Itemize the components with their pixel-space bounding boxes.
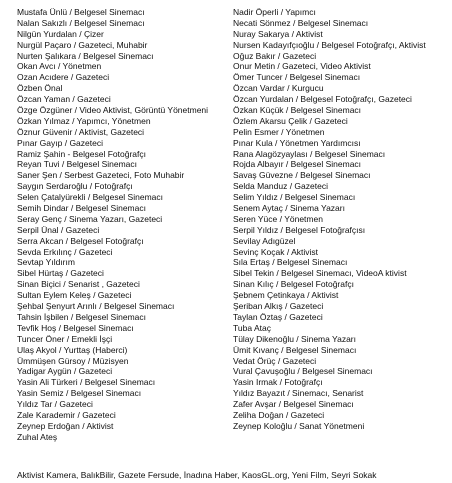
signatory-entry: Şehbal Şenyurt Arınlı / Belgesel Sinemacı	[17, 301, 175, 312]
signatory-entry: Özben Önal	[17, 83, 63, 94]
signatory-entry: Özcan Vardar / Kurgucu	[233, 83, 324, 94]
signatory-entry: Pınar Gayıp / Gazeteci	[17, 137, 103, 148]
signatory-entry: Yasin Semiz / Belgesel Sinemacı	[17, 388, 142, 399]
signatory-entry: Tuncer Öner / Emekli İşçi	[17, 333, 113, 344]
signatory-entry: Nilgün Yurdalan / Çizer	[17, 28, 104, 39]
signatory-entry: Sibel Tekin / Belgesel Sinemacı, VideoA ktivist	[233, 268, 407, 279]
signatory-entry: Nurten Şalıkara / Belgesel Sinemacı	[17, 50, 154, 61]
signatory-entry: Sinan Kılıç / Belgesel Fotoğrafçı	[233, 279, 354, 290]
signatory-entry: Selim Yıldız / Belgesel Sinemacı	[233, 192, 356, 203]
signatory-entry: Nalan Sakızlı / Belgesel Sinemacı	[17, 17, 145, 28]
signatory-entry: Yıldız Tar / Gazeteci	[17, 399, 93, 410]
signatory-entry: Taylan Öztaş / Gazeteci	[233, 311, 323, 322]
signatory-entry: Özcan Yaman / Gazeteci	[17, 94, 111, 105]
signatory-entry: Ümit Kıvanç / Belgesel Sinemacı	[233, 344, 357, 355]
signatory-entry: Özkan Yılmaz / Yapımcı, Yönetmen	[17, 115, 151, 126]
signatory-entry: Zuhal Ateş	[17, 431, 58, 442]
signatory-entry: Özkan Küçük / Belgesel Sinemacı	[233, 105, 362, 116]
signatory-entry: Vural Çavuşoğlu / Belgesel Sinemacı	[233, 366, 373, 377]
signatory-entry: Ümmüşen Gürsoy / Müzisyen	[17, 355, 129, 366]
signatory-entry: Onur Metin / Gazeteci, Video Aktivist	[233, 61, 371, 72]
signatory-entry: Savaş Güvezne / Belgesel Sinemacı	[233, 170, 371, 181]
signatory-entry: Zafer Avşar / Belgesel Sinemacı	[233, 399, 354, 410]
signatory-entry: Tuba Ataç	[233, 322, 271, 333]
signatory-entry: Özcan Yurdalan / Belgesel Fotoğrafçı, Gazeteci	[233, 94, 412, 105]
signatory-entry: Yıldız Bayazıt / Sinemacı, Senarist	[233, 388, 364, 399]
signatory-entry: Sevda Erkılınç / Gazeteci	[17, 246, 113, 257]
signatory-entry: Saner Şen / Serbest Gazeteci, Foto Muhabir	[17, 170, 185, 181]
signatory-entry: Rojda Albayır / Belgesel Sinemacı	[233, 159, 362, 170]
signatory-entry: Sibel Hürtaş / Gazeteci	[17, 268, 104, 279]
signatory-entry: Mustafa Ünlü / Belgesel Sinemacı	[17, 7, 145, 17]
signatory-entry: Senem Aytaç / Sinema Yazarı	[233, 203, 345, 214]
signatory-entry: Yadigar Aygün / Gazeteci	[17, 366, 113, 377]
signatory-entry: Tülay Dikenoğlu / Sinema Yazarı	[233, 333, 356, 344]
signatory-entry: Vedat Örüç / Gazeteci	[233, 355, 317, 366]
signatory-entry: Seren Yüce / Yönetmen	[233, 213, 323, 224]
signatory-entry: Serra Akcan / Belgesel Fotoğrafçı	[17, 235, 144, 246]
signatory-entry: Yasin Irmak / Fotoğrafçı	[233, 377, 323, 388]
signatory-entry: Özge Özgüner / Video Aktivist, Görüntü Yönetmeni	[17, 105, 209, 116]
signatory-entry: Zale Karademir / Gazeteci	[17, 409, 116, 420]
signatory-entry: Selda Manduz / Gazeteci	[233, 181, 328, 192]
signatory-entry: Ulaş Akyol / Yurttaş (Haberci)	[17, 344, 128, 355]
signatory-entry: Pınar Kula / Yönetmen Yardımcısı	[233, 137, 361, 148]
signatory-entry: Saygın Serdaroğlu / Fotoğrafçı	[17, 181, 133, 192]
signatory-entry: Nursen Kadayıfçıoğlu / Belgesel Fotoğrafçı, Aktivist	[233, 39, 426, 50]
signatory-entry: Tahsin İşbilen / Belgesel Sinemacı	[17, 311, 146, 322]
signatory-entry: Serpil Ünal / Gazeteci	[17, 224, 100, 235]
signatory-entry: Okan Avcı / Yönetmen	[17, 61, 102, 72]
signatory-entry: Nuray Sakarya / Aktivist	[233, 28, 323, 39]
signatory-entry: Sıla Ertaş / Belgesel Sinemacı	[233, 257, 348, 268]
signatory-entry: Rana Alagözyaylası / Belgesel Sinemacı	[233, 148, 386, 159]
signatory-entry: Sevinç Koçak / Aktivist	[233, 246, 319, 257]
signatory-entry: Nadir Öperli / Yapımcı	[233, 7, 316, 17]
signatory-entry: Nurgül Paçaro / Gazeteci, Muhabir	[17, 39, 148, 50]
signatory-entry: Zeynep Koloğlu / Sanat Yönetmeni	[233, 420, 365, 431]
signatory-entry: Ömer Tuncer / Belgesel Sinemacı	[233, 72, 361, 83]
signatory-entry: Şeriban Alkış / Gazeteci	[233, 301, 324, 312]
signatory-entry: Öznur Güvenir / Aktivist, Gazeteci	[17, 126, 145, 137]
signatory-entry: Ozan Acıdere / Gazeteci	[17, 72, 110, 83]
signatory-entry: Ramiz Şahin - Belgesel Fotoğrafçı	[17, 148, 146, 159]
signatory-entry: Şebnem Çetinkaya / Aktivist	[233, 290, 339, 301]
signatory-entry: Sultan Eylem Keleş / Gazeteci	[17, 290, 132, 301]
signatory-entry: Zeliha Doğan / Gazeteci	[233, 409, 325, 420]
signatory-list-left	[17, 7, 231, 443]
signatory-entry: Pelin Esmer / Yönetmen	[233, 126, 325, 137]
signatory-entry: Zeynep Erdoğan / Aktivist	[17, 420, 114, 431]
signatory-entry: Tevfik Hoş / Belgesel Sinemacı	[17, 322, 134, 333]
signatory-entry: Seray Genç / Sinema Yazarı, Gazeteci	[17, 213, 163, 224]
signatory-entry: Selen Çatalyürekli / Belgesel Sinemacı	[17, 192, 163, 203]
signatory-entry: Oğuz Bakır / Gazeteci	[233, 50, 317, 61]
signatory-entry: Sinan Biçici / Senarist , Gazeteci	[17, 279, 140, 290]
supporting-organizations: Aktivist Kamera, BalıkBilir, Gazete Fersude, İnadına Haber, KaosGL.org, Yeni Film, Seyri Sokak	[17, 470, 377, 480]
signatory-entry: Necati Sönmez / Belgesel Sinemacı	[233, 17, 369, 28]
signatory-entry: Semih Dindar / Belgesel Sinemacı	[17, 203, 146, 214]
signatory-entry: Özlem Akarsu Çelik / Gazeteci	[233, 115, 348, 126]
signatory-entry: Reyan Tuvi / Belgesel Sinemacı	[17, 159, 138, 170]
signatory-entry: Sevtap Yıldırım	[17, 257, 75, 268]
signatory-entry: Sevilay Adıgüzel	[233, 235, 296, 246]
signatory-entry: Serpil Yıldız / Belgesel Fotoğrafçısı	[233, 224, 366, 235]
signatory-entry: Yasin Ali Türkeri / Belgesel Sinemacı	[17, 377, 156, 388]
signatory-list-right	[233, 7, 449, 432]
